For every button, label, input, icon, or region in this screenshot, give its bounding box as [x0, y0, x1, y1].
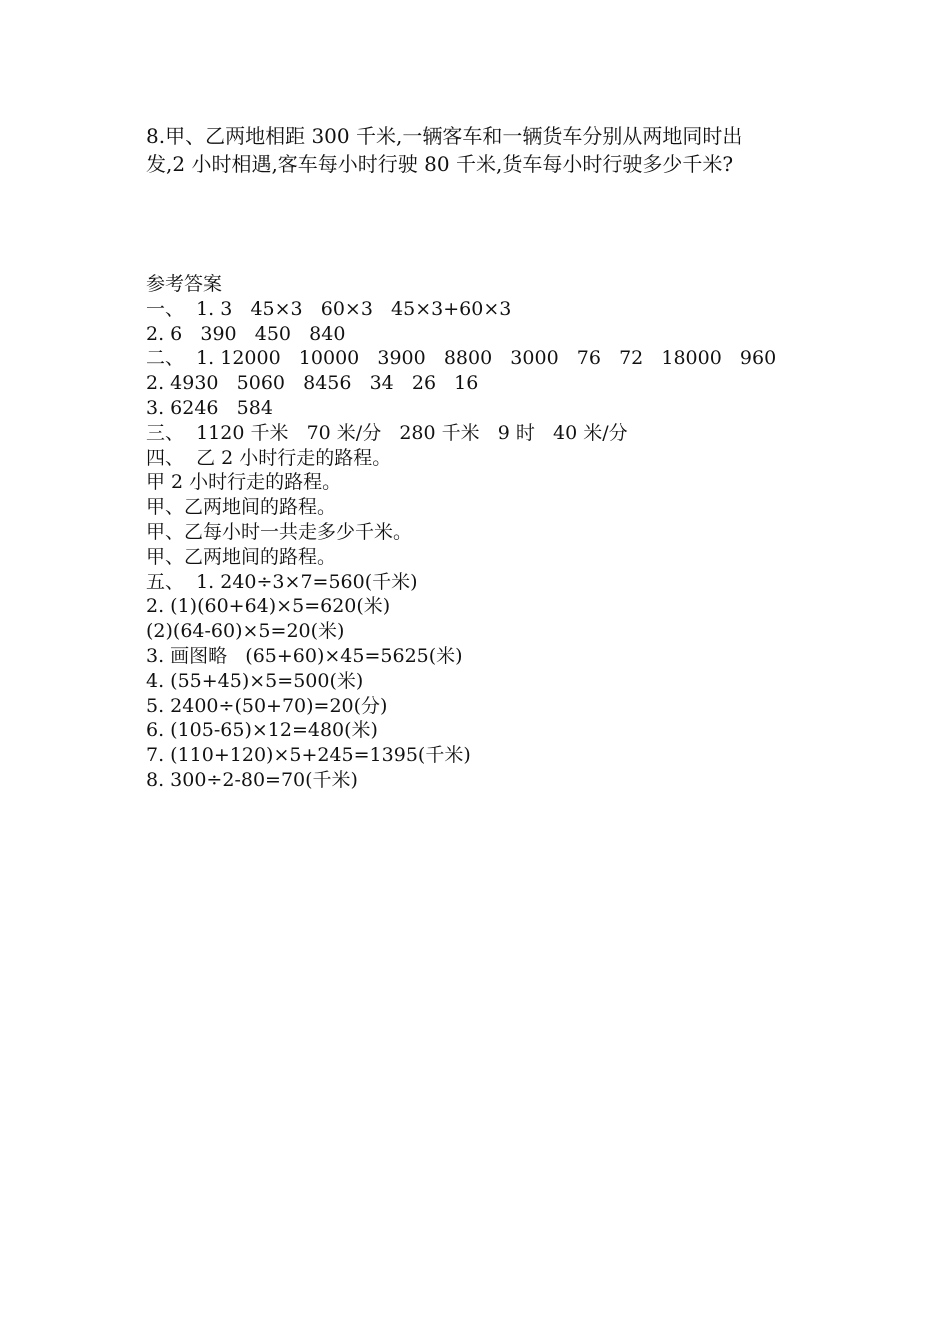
- answer-line: 2. (1)(60+64)×5=620(米): [146, 595, 391, 618]
- answer-line: 3. 6246 584: [146, 396, 273, 419]
- answer-line: 二、 1. 12000 10000 3900 8800 3000 76 72 18000 960: [146, 347, 777, 370]
- answer-line: 4. (55+45)×5=500(米): [146, 669, 364, 692]
- question-line-1: 8.甲、乙两地相距 300 千米,一辆客车和一辆货车分别从两地同时出: [146, 124, 743, 148]
- answer-line: 5. 2400÷(50+70)=20(分): [146, 694, 388, 717]
- answer-line: (2)(64-60)×5=20(米): [146, 620, 345, 643]
- answer-line: 四、 乙 2 小时行走的路程。: [146, 446, 392, 469]
- answer-line: 7. (110+120)×5+245=1395(千米): [146, 744, 471, 767]
- question-8: [146, 122, 816, 178]
- answer-line: 8. 300÷2-80=70(千米): [146, 768, 358, 791]
- question-line-2: 发,2 小时相遇,客车每小时行驶 80 千米,货车每小时行驶多少千米?: [146, 152, 734, 176]
- answer-line: 一、 1. 3 45×3 60×3 45×3+60×3: [146, 297, 512, 320]
- answer-line: 6. (105-65)×12=480(米): [146, 719, 378, 742]
- answer-line: 3. 画图略 (65+60)×45=5625(米): [146, 644, 463, 667]
- answer-line: 甲、乙两地间的路程。: [146, 496, 337, 519]
- answer-line: 甲 2 小时行走的路程。: [146, 471, 342, 494]
- answer-line: 2. 6 390 450 840: [146, 322, 346, 345]
- answer-line: 2. 4930 5060 8456 34 26 16: [146, 372, 479, 395]
- answer-key-title: 参考答案: [146, 273, 223, 295]
- answer-line: 五、 1. 240÷3×7=560(千米): [146, 570, 418, 593]
- answer-line: 甲、乙两地间的路程。: [146, 545, 337, 568]
- answer-key: [146, 272, 846, 793]
- answer-line: 三、 1120 千米 70 米/分 280 千米 9 时 40 米/分: [146, 421, 628, 444]
- answer-line: 甲、乙每小时一共走多少千米。: [146, 520, 413, 543]
